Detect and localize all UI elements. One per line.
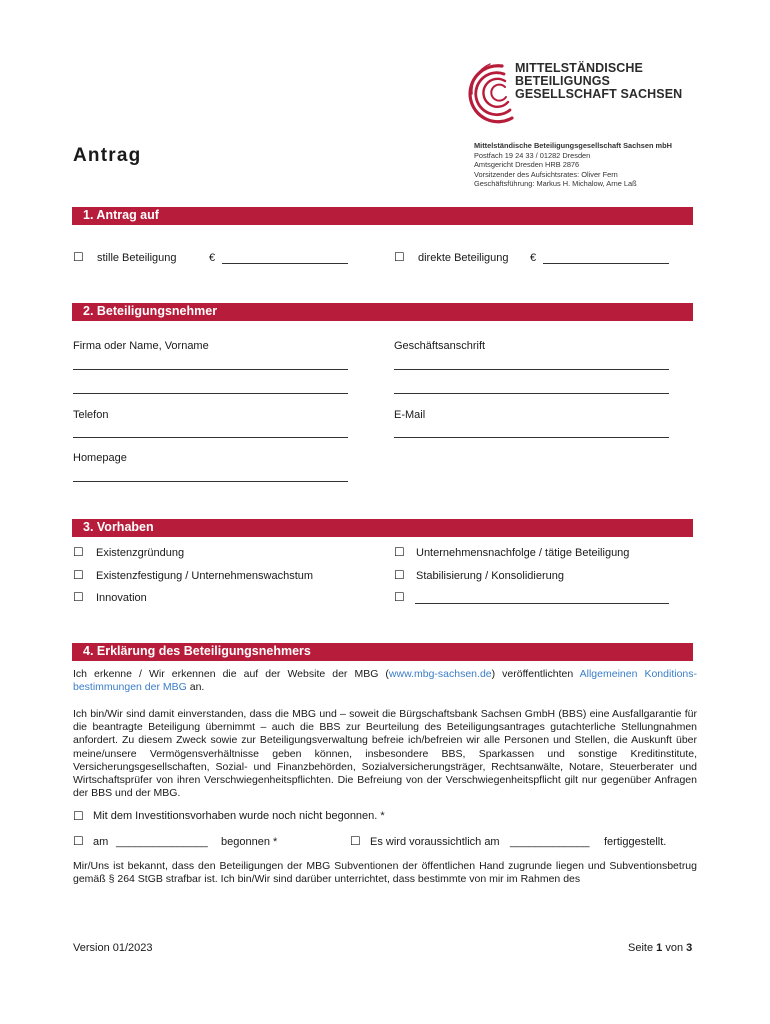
- currency-symbol: €: [209, 252, 216, 264]
- begonnen-date-field[interactable]: _______________: [116, 836, 208, 848]
- checkbox-sonstiges[interactable]: ☐: [394, 590, 405, 604]
- homepage-field[interactable]: [73, 481, 348, 482]
- anschrift-field-1[interactable]: [394, 369, 669, 370]
- page-title: Antrag: [73, 145, 142, 166]
- label-stille-beteiligung: stille Beteiligung: [97, 252, 177, 264]
- label-am: am: [93, 836, 109, 848]
- label-nicht-begonnen: Mit dem Investitionsvorhaben wurde noch nicht begonnen. *: [93, 810, 385, 822]
- checkbox-stabilisierung[interactable]: ☐: [394, 568, 405, 582]
- paragraph-subventionen: Mir/Uns ist bekannt, dass den Beteiligungen der MBG Subventionen der öffentlichen Hand zugrunde liegen und Subventionsbetrug gemäß § 264 StGB strafbar ist. Ich bin/Wir sind darüber unterrichtet, dass bestimmte von mir im Rahmen des: [73, 860, 697, 886]
- checkbox-begonnen-am[interactable]: ☐: [73, 834, 84, 848]
- mbg-logo: [468, 60, 688, 130]
- fertigstellung-date-field[interactable]: _____________: [510, 836, 590, 848]
- checkbox-nicht-begonnen[interactable]: ☐: [73, 809, 84, 823]
- email-field[interactable]: [394, 437, 669, 438]
- label-stabilisierung: Stabilisierung / Konsolidierung: [416, 570, 564, 582]
- checkbox-unternehmensnachfolge[interactable]: ☐: [394, 545, 405, 559]
- checkbox-stille-beteiligung[interactable]: ☐: [73, 250, 84, 264]
- sonstiges-field[interactable]: [415, 603, 669, 604]
- label-direkte-beteiligung: direkte Beteiligung: [418, 252, 509, 264]
- section-3-header: 3. Vorhaben: [72, 519, 693, 537]
- label-existenzfestigung: Existenzfestigung / Unternehmenswachstum: [96, 570, 314, 582]
- version-label: Version 01/2023: [73, 942, 153, 954]
- label-email: E-Mail: [394, 409, 426, 421]
- checkbox-existenzgruendung[interactable]: ☐: [73, 545, 84, 559]
- label-begonnen: begonnen *: [221, 836, 278, 848]
- section-2-header: 2. Beteiligungsnehmer: [72, 303, 693, 321]
- label-homepage: Homepage: [73, 452, 127, 464]
- link-mbg-website[interactable]: www.mbg-sachsen.de: [388, 668, 492, 680]
- label-unternehmensnachfolge: Unternehmensnachfolge / tätige Beteiligung: [416, 547, 630, 559]
- label-firma: Firma oder Name, Vorname: [73, 340, 209, 352]
- section-1-header: 1. Antrag auf: [72, 207, 693, 225]
- company-info: Mittelständische Beteiligungsgesellschaft Sachsen mbH Postfach 19 24 33 / 01282 Dresden Amtsgericht Dresden HRB 2876 Vorsitzender des Aufsichtsrates: Oliver Fern Geschäftsführung: Markus H. Michalow, Arne Laß: [474, 141, 672, 189]
- paragraph-konditionen: Ich erkenne / Wir erkennen die auf der Website der MBG (www.mbg-sachsen.de) veröffentlichten Allgemeinen Konditions-bestimmungen der MBG an.: [73, 668, 697, 694]
- currency-symbol: €: [530, 252, 537, 264]
- label-fertiggestellt: fertiggestellt.: [604, 836, 667, 848]
- label-anschrift: Geschäftsanschrift: [394, 340, 486, 352]
- label-existenzgruendung: Existenzgründung: [96, 547, 185, 559]
- amount-field-stille[interactable]: [222, 263, 348, 264]
- telefon-field[interactable]: [73, 437, 348, 438]
- checkbox-innovation[interactable]: ☐: [73, 590, 84, 604]
- anschrift-field-2[interactable]: [394, 393, 669, 394]
- amount-field-direkte[interactable]: [543, 263, 669, 264]
- label-telefon: Telefon: [73, 409, 109, 421]
- page-number: Seite 1 von 3: [628, 942, 693, 954]
- section-4-header: 4. Erklärung des Beteiligungsnehmers: [72, 643, 693, 661]
- label-innovation: Innovation: [96, 592, 147, 604]
- firma-field-2[interactable]: [73, 393, 348, 394]
- logo-wordmark: MITTELSTÄNDISCHE BETEILIGUNGS GESELLSCHAFT SACHSEN: [515, 61, 683, 101]
- checkbox-direkte-beteiligung[interactable]: ☐: [394, 250, 405, 264]
- link-konditionsbestimmungen[interactable]: Allgemeinen Konditions-bestimmungen der MBG: [73, 668, 697, 694]
- label-voraussichtlich: Es wird voraussichtlich am: [370, 836, 500, 848]
- firma-field-1[interactable]: [73, 369, 348, 370]
- checkbox-existenzfestigung[interactable]: ☐: [73, 568, 84, 582]
- paragraph-einverstaendnis: Ich bin/Wir sind damit einverstanden, dass die MBG und – soweit die Bürgschaftsbank Sachsen GmbH (BBS) eine Ausfallgarantie für die beantragte Beteiligung übernimmt – auch die BBS zur Beurteilung des Beteiligungsantrages gutachterliche Stellungnahmen anfordert. Zu diesem Zweck sowie zur Beteiligungsverwaltung befreie ich/befreien wir alle Personen und Stellen, die Auskunft über meine/unsere Vermögensverhältnisse geben können, insbesondere BBS, Sparkassen und sonstige Kreditinstitute, Versicherungsgesellschaften, Sozial- und Finanzbehörden, Sozialversicherungsträger, Rechtsanwälte, Notare, Steuerberater und Wirtschaftsprüfer von ihren Verschwiegenheitspflichten. Die Befreiung von der Verschwiegenheitspflicht gilt nur gegenüber Anfragen der BBS und der MBG.: [73, 708, 697, 800]
- mbg-swirl-icon: [468, 60, 518, 126]
- checkbox-fertigstellung[interactable]: ☐: [350, 834, 361, 848]
